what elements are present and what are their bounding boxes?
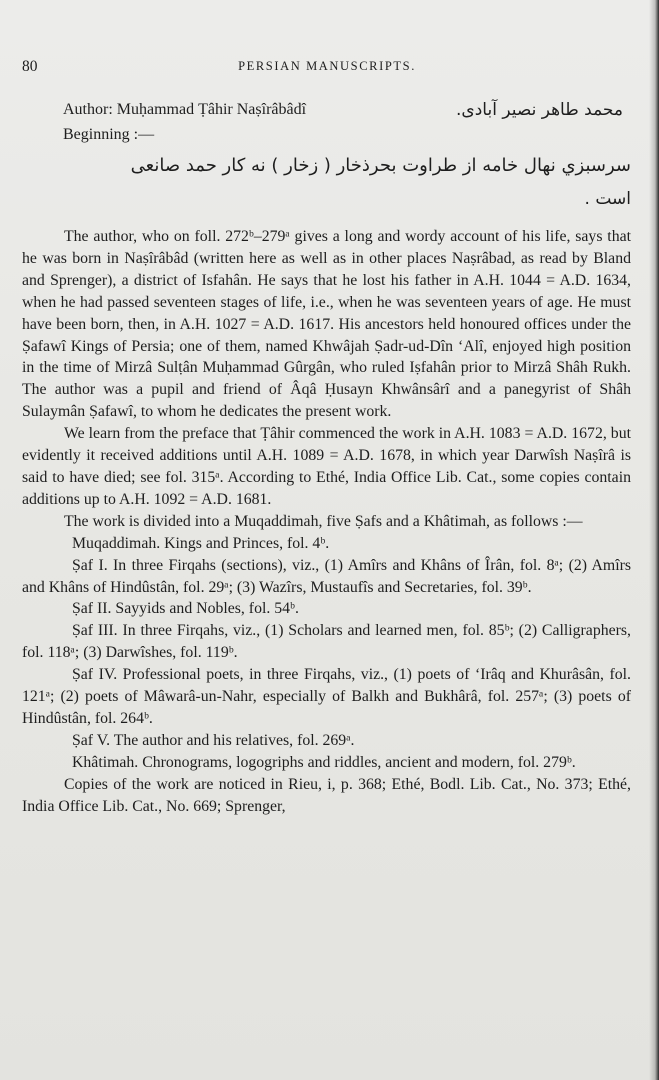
paragraph-copies: Copies of the work are noticed in Rieu, i, p. 368; Ethé, Bodl. Lib. Cat., No. 373; Ethé, India Office Lib. Cat., No. 669; Sprenger,	[22, 775, 631, 815]
author-line	[63, 99, 623, 121]
beginning-arabic-line-1: سرسبزي نهال خامه از طراوت بحرذخار ( زخار ) نه كار حمد صانعى	[130, 155, 631, 176]
page-header	[22, 58, 632, 80]
paragraph-author-life: The author, who on foll. 272ᵇ–279ᵃ gives a long and wordy account of his life, says that he was born in Naṣîrâbâd (written here as well as in other places Naṣrâbad, as read by Bland and Sprenger), a district of Isfahân. He says that he lost his father in A.H. 1044 = A.D. 1634, when he had passed seventeen stages of life, i.e., when he was seventeen years of age. He must have been born, then, in A.H. 1027 = A.D. 1617. His ancestors held honoured offices under the Ṣafawî Kings of Persia; one of them, named Khwâjah Ṣadr-ud-Dîn ‘Alî, enjoyed high position in the time of Mirzâ Sulṭân Muḥammad Gûrgân, who ruled Iṣfahân prior to Mirzâ Shâh Rukh. The author was a pupil and friend of Âqâ Ḥusayn Khwânsârî and a panegyrist of Shâh Sulaymân Ṣafawî, to whom he dedicates the present work.	[22, 228, 631, 421]
beginning-arabic-line-2: است .	[584, 189, 631, 209]
page-number: 80	[22, 58, 38, 75]
author-label: Author: Muḥammad Ṭâhir Naṣîrâbâdî	[63, 101, 307, 118]
paragraph-composition-date: We learn from the preface that Ṭâhir commenced the work in A.H. 1083 = A.D. 1672, but evidently it received additions until A.H. 1089 = A.D. 1678, in which year Darwîsh Naṣîrâ is said to have died; see fol. 315ᵃ. According to Ethé, India Office Lib. Cat., some copies contain additions up to A.H. 1092 = A.D. 1681.	[22, 425, 631, 508]
contents-muqaddimah: Muqaddimah. Kings and Princes, fol. 4ᵇ.	[72, 534, 330, 552]
paragraph-division: The work is divided into a Muqaddimah, five Ṣafs and a Khâtimah, as follows :—	[64, 512, 583, 530]
beginning-line	[63, 124, 623, 146]
contents-saf-4: Ṣaf IV. Professional poets, in three Firqahs, viz., (1) poets of ‘Irâq and Khurâsân, fol. 121ᵃ; (2) poets of Mâwarâ-un-Nahr, especially of Balkh and Bukhârâ, fol. 257ᵃ; (3) poets of Hindûstân, fol. 264ᵇ.	[22, 666, 631, 727]
main-text	[22, 226, 631, 817]
contents-saf-1: Ṣaf I. In three Firqahs (sections), viz., (1) Amîrs and Khâns of Îrân, fol. 8ᵃ; (2) Amîrs and Khâns of Hindûstân, fol. 29ᵃ; (3) Wazîrs, Mustaufîs and Secretaries, fol. 39ᵇ.	[22, 556, 631, 596]
running-title: PERSIAN MANUSCRIPTS.	[238, 59, 416, 73]
contents-khatimah: Khâtimah. Chronograms, logogriphs and riddles, ancient and modern, fol. 279ᵇ.	[72, 753, 576, 771]
page-edge-shadow	[649, 0, 659, 1080]
contents-saf-5: Ṣaf V. The author and his relatives, fol. 269ᵃ.	[72, 731, 355, 749]
contents-saf-3: Ṣaf III. In three Firqahs, viz., (1) Scholars and learned men, fol. 85ᵇ; (2) Calligraphers, fol. 118ᵃ; (3) Darwîshes, fol. 119ᵇ.	[22, 622, 631, 662]
contents-saf-2: Ṣaf II. Sayyids and Nobles, fol. 54ᵇ.	[72, 600, 299, 618]
beginning-label: Beginning :—	[63, 126, 155, 143]
author-arabic-name: محمد طاهر نصير آبادى.	[456, 100, 623, 120]
